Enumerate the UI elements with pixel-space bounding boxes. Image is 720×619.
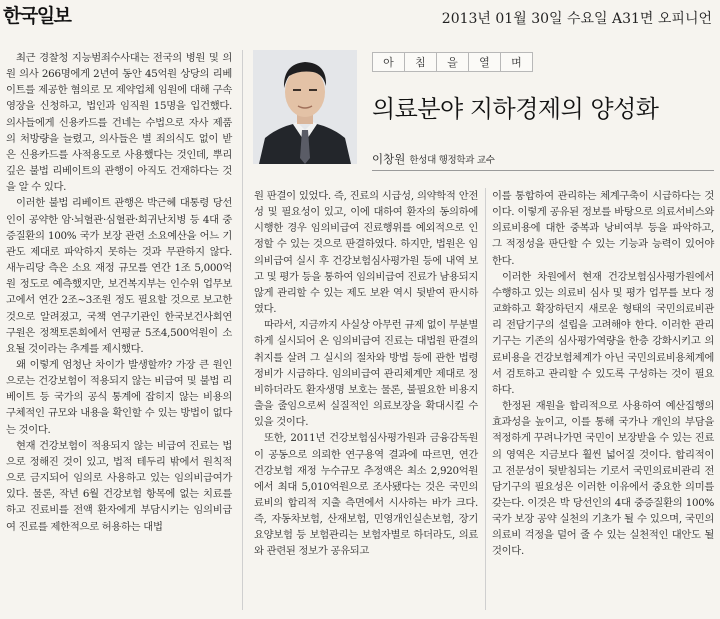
kicker-char: 침 bbox=[404, 52, 437, 72]
column-divider bbox=[485, 188, 486, 610]
column-kicker bbox=[372, 52, 532, 72]
paragraph: 또한, 2011년 건강보험심사평가원과 금융감독원이 공동으로 의뢰한 연구용역 결과에 따르면, 연간 건강보험 재정 누수규모 추정액은 최소 2,920억원에서 최대 5,010억원으로 조사됐다는 것은 국민의료비의 합리적 지출 측면에서 시사하는 바가 크다. 즉, 자동차보험, 산재보험, 민영개인실손보험, 장기요양보험 등 보험관리는 보험자별로 하더라도, 의료와 관련된 정보가 공유되고 bbox=[254, 432, 478, 558]
newspaper-masthead: 한국일보 bbox=[3, 5, 71, 27]
paragraph: 현재 건강보험이 적용되지 않는 비급여 진료는 법으로 정해진 것이 있고, 법적 테두리 밖에서 원칙적으로 금지되어 임의로 사용하고 있는 임의비급여가 있다. 물론, 작년 6월 건강보험 항목에 없는 치료를 하고 진료비를 전액 환자에게 부담시키는 임의비급여 진료를 제한적으로 허용하는 대법 bbox=[6, 439, 232, 533]
author-affiliation: 한성대 행정학과 교수 bbox=[409, 155, 495, 166]
kicker-char: 을 bbox=[436, 52, 469, 72]
article-column-3 bbox=[492, 188, 714, 560]
kicker-char: 열 bbox=[468, 52, 501, 72]
paragraph: 최근 경찰청 지능범죄수사대는 전국의 병원 및 의원 의사 266명에게 2년여 동안 45억원 상당의 리베이트를 제공한 혐의로 모 제약업체 임원에 대해 구속영장을 신청하고, 법인과 임직원 15명을 입건했다. 의사들에게 신용카드를 건네는 수법으로 자사 제품의 처방량을 늘렸고, 의사들은 별 죄의식도 없이 받은 신용카드를 사적용도로 사용했다는 것인데, 뿌리 깊은 불법 리베이트의 관행이 아직도 건재하다는 것을 알 수 있다. bbox=[6, 52, 232, 194]
paragraph: 이러한 불법 리베이트 관행은 박근혜 대통령 당선인이 공약한 암·뇌혈관·심혈관·희귀난치병 등 4대 중증질환의 100% 국가 보장 관련 소요예산을 어느 기관도 제대로 파악하지 못하는 것과 무관하지 않다. 새누리당 측은 소요 재정 규모를 연간 1조 5,000억원 정도로 예측했지만, 보건복지부는 인수위 업무보고에서 연간 2조~3조원 정도 필요할 것으로 보고한 것으로 알려졌고, 국책 연구기관인 한국보건사회연구원은 정책토론회에서 연평균 5조4,500억원이 소요될 것이라는 추계를 제시했다. bbox=[6, 197, 232, 355]
author-photo bbox=[253, 50, 357, 164]
paragraph: 이를 통합하여 관리하는 체계구축이 시급하다는 것이다. 이렇게 공유된 정보를 바탕으로 의료서비스와 의료비용에 대한 중복과 낭비여부 등을 파악하고, 그 적정성을 판단할 수 있는 기능과 능력이 있어야 한다. bbox=[492, 190, 714, 267]
article-column-1 bbox=[6, 50, 232, 535]
article-headline: 의료분야 지하경제의 양성화 bbox=[372, 95, 659, 123]
byline bbox=[372, 151, 495, 167]
paragraph: 따라서, 지금까지 사실상 아무런 규제 없이 무분별하게 실시되어 온 임의비급여 진료는 대법원 판결의 취지를 살려 그 실시의 절차와 방법 등에 관한 법령정비가 시급하다. 임의비급여 관리체계만 제대로 정비하더라도 환자생명 보호는 물론, 불필요한 비용지출을 줄임으로써 실질적인 의료보장을 확대시킬 수 있을 것이다. bbox=[254, 319, 478, 429]
author-portrait-image bbox=[253, 50, 357, 164]
column-divider bbox=[242, 50, 243, 610]
headline-divider bbox=[372, 170, 714, 171]
page-header bbox=[0, 0, 720, 38]
dateline: 2013년 01월 30일 수요일 A31면 오피니언 bbox=[441, 11, 712, 27]
author-name: 이창원 bbox=[372, 152, 406, 166]
paragraph: 왜 이렇게 엄청난 차이가 발생할까? 가장 큰 원인으로는 건강보험이 적용되지 않는 비급여 및 불법 리베이트 등 국가의 공식 통계에 잡히지 않는 비용의 구체적인 규모와 내용을 확인할 수 있는 방법이 없다는 것이다. bbox=[6, 358, 232, 436]
paragraph: 이러한 차원에서 현재 건강보험심사평가원에서 수행하고 있는 의료비 심사 및 평가 업무를 보다 정교화하고 확장하던지 새로운 형태의 국민의료비관리 전담기구의 설립을 고려해야 한다. 이러한 관리기구는 기존의 심사평가역량을 한층 강화시키고 의료비용을 건강보험체계가 아닌 국민의료비용체계에서 검토하고 관리할 수 있도록 구성하는 것이 필요하다. bbox=[492, 270, 714, 396]
paragraph: 원 판결이 있었다. 즉, 진료의 시급성, 의약학적 안전성 및 필요성이 있고, 이에 대하여 환자의 동의하에 시행한 경우 임의비급여 진료행위를 예외적으로 인정할 수 있는 것으로 판결하였다. 하지만, 법원은 임의비급여 실시 후 건강보험심사평가원 등에 내역 보고 및 평가 등을 통하여 임의비급여 진료가 남용되지 않게 관리할 수 있는 제도 보완 역시 뒷받여 판시하였다. bbox=[254, 190, 478, 316]
kicker-char: 아 bbox=[372, 52, 405, 72]
kicker-char: 며 bbox=[500, 52, 533, 72]
article-column-2 bbox=[254, 188, 478, 560]
paragraph: 한정된 재원을 합리적으로 사용하여 예산집행의 효과성을 높이고, 이를 통해 국가나 개인의 부담을 적정하게 꾸려나가면 국민이 보장받을 수 있는 진료의 영역은 지금보다 훨씬 넓어질 것이다. 합리적이고 전문성이 뒷받침되는 기로서 국민의료비관리 전담기구의 필요성은 이러한 이유에서 중요한 의미를 갖는다. 이것은 박 당선인의 4대 중증질환의 100% 국가 보장 공약 실천의 기초가 될 수 있으며, 국민의 의료비 걱정을 덜어 줄 수 있는 실천적인 대안도 될 것이다. bbox=[492, 400, 714, 558]
